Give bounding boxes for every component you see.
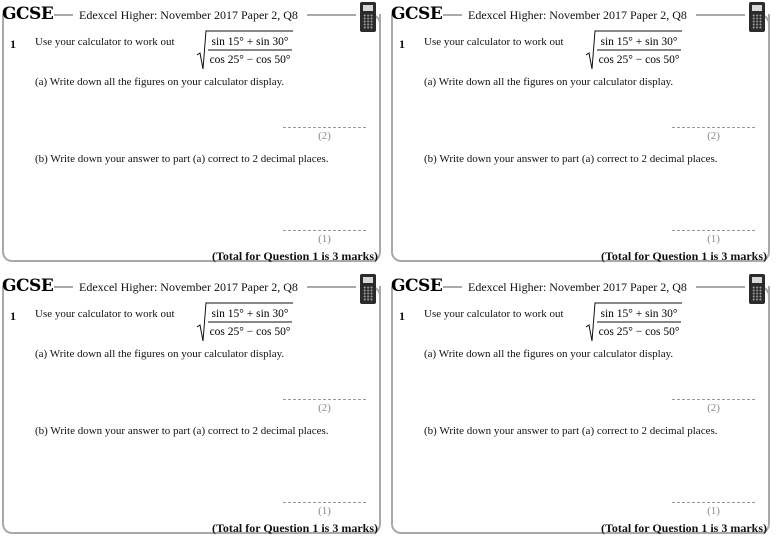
part-a-text: (a) Write down all the figures on your calculator display.: [35, 76, 285, 88]
formula-denominator: cos 25° − cos 50°: [209, 326, 291, 338]
divider: [307, 286, 356, 288]
gcse-badge: GCSE: [2, 276, 54, 296]
formula: [196, 301, 294, 343]
formula-denominator: cos 25° − cos 50°: [209, 54, 291, 66]
answer-line-a: [283, 399, 366, 400]
divider: [443, 286, 462, 288]
question-number: 1: [399, 309, 405, 323]
part-a-marks: (2): [707, 402, 720, 414]
question-card-2: [389, 0, 770, 262]
answer-line-b: [672, 230, 755, 231]
part-b-text: (b) Write down your answer to part (a) correct to 2 decimal places.: [424, 153, 718, 165]
part-b-text: (b) Write down your answer to part (a) correct to 2 decimal places.: [424, 425, 718, 437]
question-card-3: [0, 272, 381, 534]
part-a-text: (a) Write down all the figures on your calculator display.: [424, 76, 674, 88]
total-marks: (Total for Question 1 is 3 marks): [600, 249, 767, 263]
question-source: Edexcel Higher: November 2017 Paper 2, Q8: [79, 280, 298, 294]
divider: [696, 286, 745, 288]
answer-line-a: [283, 127, 366, 128]
gcse-badge: GCSE: [391, 4, 443, 24]
formula-denominator: cos 25° − cos 50°: [598, 326, 680, 338]
answer-line-a: [672, 127, 755, 128]
question-source: Edexcel Higher: November 2017 Paper 2, Q8: [468, 8, 687, 22]
divider: [307, 14, 356, 16]
formula-numerator: sin 15° + sin 30°: [600, 308, 678, 320]
formula: [196, 29, 294, 71]
formula-denominator: cos 25° − cos 50°: [598, 54, 680, 66]
question-prompt: Use your calculator to work out: [424, 308, 564, 320]
part-a-text: (a) Write down all the figures on your calculator display.: [424, 348, 674, 360]
question-source: Edexcel Higher: November 2017 Paper 2, Q8: [468, 280, 687, 294]
divider: [443, 14, 462, 16]
calculator-icon: [360, 274, 376, 304]
answer-line-b: [672, 502, 755, 503]
part-b-marks: (1): [318, 233, 331, 245]
part-a-marks: (2): [318, 402, 331, 414]
formula-numerator: sin 15° + sin 30°: [600, 36, 678, 48]
part-b-text: (b) Write down your answer to part (a) correct to 2 decimal places.: [35, 153, 329, 165]
divider: [54, 286, 73, 288]
part-b-text: (b) Write down your answer to part (a) correct to 2 decimal places.: [35, 425, 329, 437]
question-prompt: Use your calculator to work out: [35, 308, 175, 320]
question-number: 1: [10, 309, 16, 323]
part-b-marks: (1): [707, 233, 720, 245]
part-a-marks: (2): [707, 130, 720, 142]
divider: [54, 14, 73, 16]
formula-numerator: sin 15° + sin 30°: [211, 308, 289, 320]
question-prompt: Use your calculator to work out: [35, 36, 175, 48]
question-card-4: [389, 272, 770, 534]
gcse-badge: GCSE: [391, 276, 443, 296]
question-number: 1: [399, 37, 405, 51]
answer-line-a: [672, 399, 755, 400]
total-marks: (Total for Question 1 is 3 marks): [600, 521, 767, 535]
formula: [585, 29, 683, 71]
divider: [696, 14, 745, 16]
question-card-1: [0, 0, 381, 262]
answer-line-b: [283, 230, 366, 231]
answer-line-b: [283, 502, 366, 503]
part-b-marks: (1): [707, 505, 720, 517]
formula: [585, 301, 683, 343]
question-prompt: Use your calculator to work out: [424, 36, 564, 48]
part-a-marks: (2): [318, 130, 331, 142]
calculator-icon: [749, 274, 765, 304]
formula-numerator: sin 15° + sin 30°: [211, 36, 289, 48]
question-number: 1: [10, 37, 16, 51]
part-b-marks: (1): [318, 505, 331, 517]
total-marks: (Total for Question 1 is 3 marks): [211, 521, 378, 535]
question-source: Edexcel Higher: November 2017 Paper 2, Q8: [79, 8, 298, 22]
gcse-badge: GCSE: [2, 4, 54, 24]
calculator-icon: [749, 2, 765, 32]
calculator-icon: [360, 2, 376, 32]
part-a-text: (a) Write down all the figures on your calculator display.: [35, 348, 285, 360]
total-marks: (Total for Question 1 is 3 marks): [211, 249, 378, 263]
